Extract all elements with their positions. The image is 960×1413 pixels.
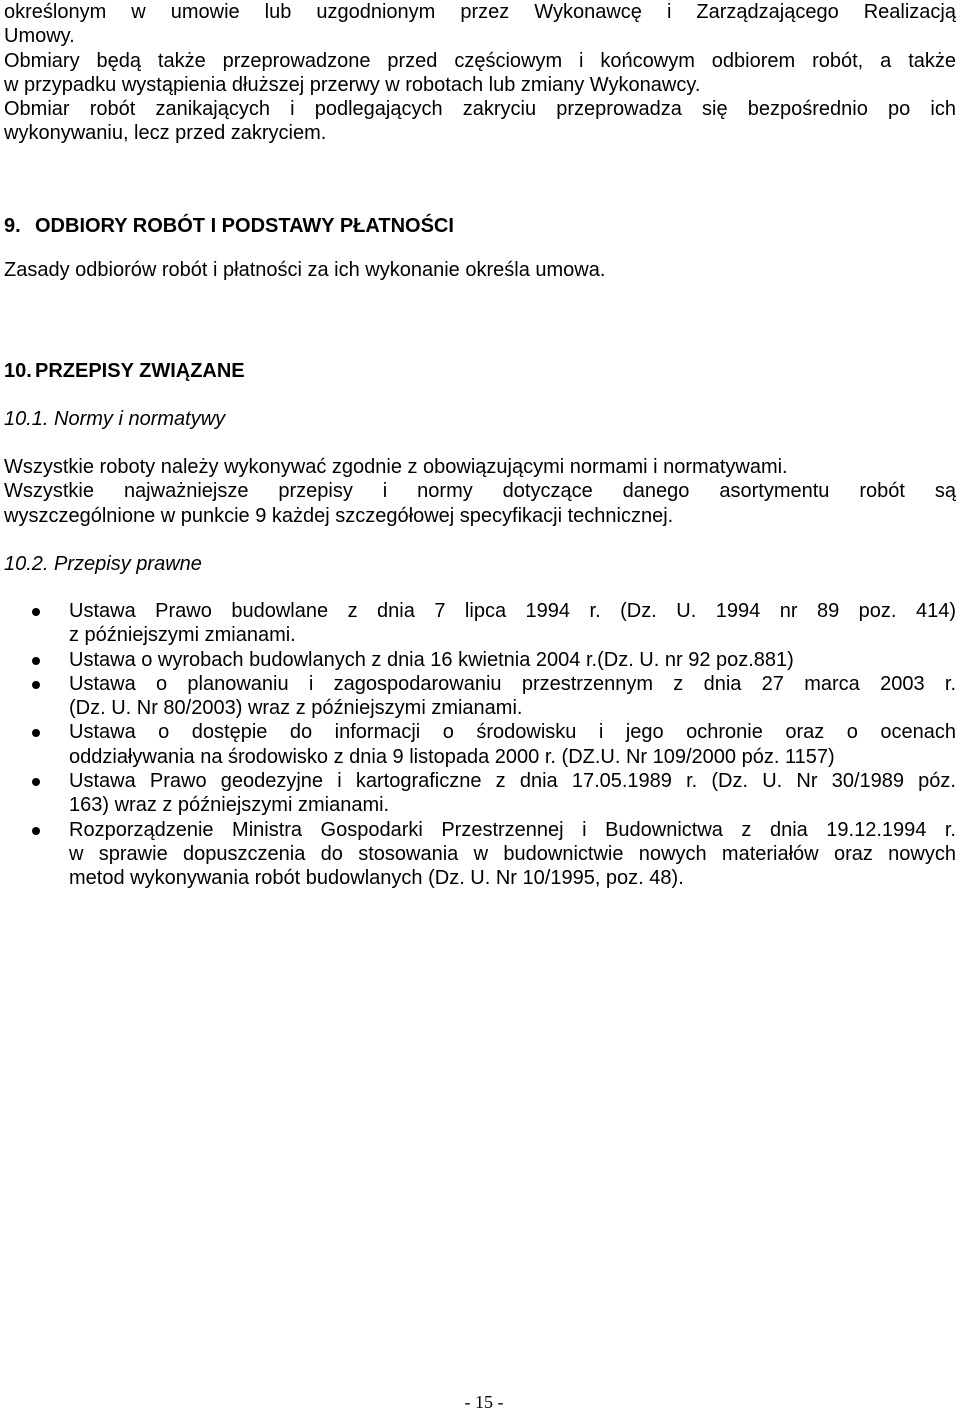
bullet-icon bbox=[32, 827, 40, 835]
subsection-title: 10.1. Normy i normatywy bbox=[4, 408, 226, 430]
list-item bbox=[4, 648, 956, 672]
intro-line: w przypadku wystąpienia dłuższej przerwy w robotach lub zmiany Wykonawcy. bbox=[4, 73, 701, 96]
section-10-heading bbox=[4, 359, 956, 383]
section-title: PRZEPISY ZWIĄZANE bbox=[35, 360, 245, 382]
intro-line: Obmiar robót zanikających i podlegających zakryciu przeprowadza się bezpośrednio po ich bbox=[4, 98, 956, 121]
intro-paragraph bbox=[4, 0, 956, 146]
bullet-icon bbox=[32, 778, 40, 786]
section-title: ODBIORY ROBÓT I PODSTAWY PŁATNOŚCI bbox=[35, 215, 454, 237]
intro-line: Obmiary będą także przeprowadzone przed częściowym i końcowym odbiorem robót, a także bbox=[4, 49, 956, 72]
section-number: 9. bbox=[4, 215, 21, 237]
intro-line: wykonywaniu, lecz przed zakryciem. bbox=[4, 122, 327, 145]
body-line: Wszystkie najważniejsze przepisy i normy dotyczące danego asortymentu robót są bbox=[4, 480, 956, 503]
list-item-line: z późniejszymi zmianami. bbox=[69, 624, 296, 647]
list-item-line: Ustawa Prawo geodezyjne i kartograficzne z dnia 17.05.1989 r. (Dz. U. Nr 30/1989 póz. bbox=[69, 770, 956, 793]
list-item-line: Ustawa o planowaniu i zagospodarowaniu przestrzennym z dnia 27 marca 2003 r. bbox=[69, 672, 956, 695]
list-item-line: Rozporządzenie Ministra Gospodarki Przestrzennej i Budownictwa z dnia 19.12.1994 r. bbox=[69, 818, 956, 841]
list-item-line: oddziaływania na środowisko z dnia 9 listopada 2000 r. (DZ.U. Nr 109/2000 póz. 1157) bbox=[69, 745, 835, 768]
list-item-line: metod wykonywania robót budowlanych (Dz. U. Nr 10/1995, poz. 48). bbox=[69, 867, 684, 890]
section-9-body bbox=[4, 258, 956, 282]
subsection-10-1-heading bbox=[4, 407, 956, 431]
list-item bbox=[4, 720, 956, 769]
section-number: 10. bbox=[4, 360, 32, 382]
list-item bbox=[4, 599, 956, 648]
intro-line: Umowy. bbox=[4, 25, 75, 48]
list-item bbox=[4, 818, 956, 891]
list-item-line: (Dz. U. Nr 80/2003) wraz z późniejszymi zmianami. bbox=[69, 697, 523, 720]
list-item-line: Ustawa Prawo budowlane z dnia 7 lipca 1994 r. (Dz. U. 1994 nr 89 poz. 414) bbox=[69, 600, 956, 622]
list-item-line: Ustawa o dostępie do informacji o środowisku i jego ochronie oraz o ocenach bbox=[69, 721, 956, 744]
body-line: Wszystkie roboty należy wykonywać zgodnie z obowiązującymi normami i normatywami. bbox=[4, 456, 788, 478]
subsection-title: 10.2. Przepisy prawne bbox=[4, 553, 202, 575]
list-item bbox=[4, 672, 956, 721]
bullet-icon bbox=[32, 608, 40, 616]
page-number: - 15 - bbox=[464, 1392, 504, 1412]
list-item-line: w sprawie dopuszczenia do stosowania w budownictwie nowych materiałów oraz nowych bbox=[69, 842, 956, 865]
list-item bbox=[4, 769, 956, 818]
subsection-10-2-heading bbox=[4, 552, 956, 576]
bullet-icon bbox=[32, 681, 40, 689]
section-text: Zasady odbiorów robót i płatności za ich wykonanie określa umowa. bbox=[4, 259, 606, 281]
body-line: wyszczególnione w punkcie 9 każdej szczegółowej specyfikacji technicznej. bbox=[4, 504, 674, 527]
laws-list bbox=[4, 599, 956, 891]
list-item-line: 163) wraz z późniejszymi zmianami. bbox=[69, 794, 390, 817]
section-9-heading bbox=[4, 214, 956, 238]
bullet-icon bbox=[32, 657, 40, 665]
intro-line: określonym w umowie lub uzgodnionym przez Wykonawcę i Zarządzającego Realizacją bbox=[4, 1, 956, 23]
bullet-icon bbox=[32, 729, 40, 737]
subsection-10-1-body bbox=[4, 455, 956, 528]
list-item-line: Ustawa o wyrobach budowlanych z dnia 16 kwietnia 2004 r.(Dz. U. nr 92 poz.881) bbox=[69, 648, 794, 671]
